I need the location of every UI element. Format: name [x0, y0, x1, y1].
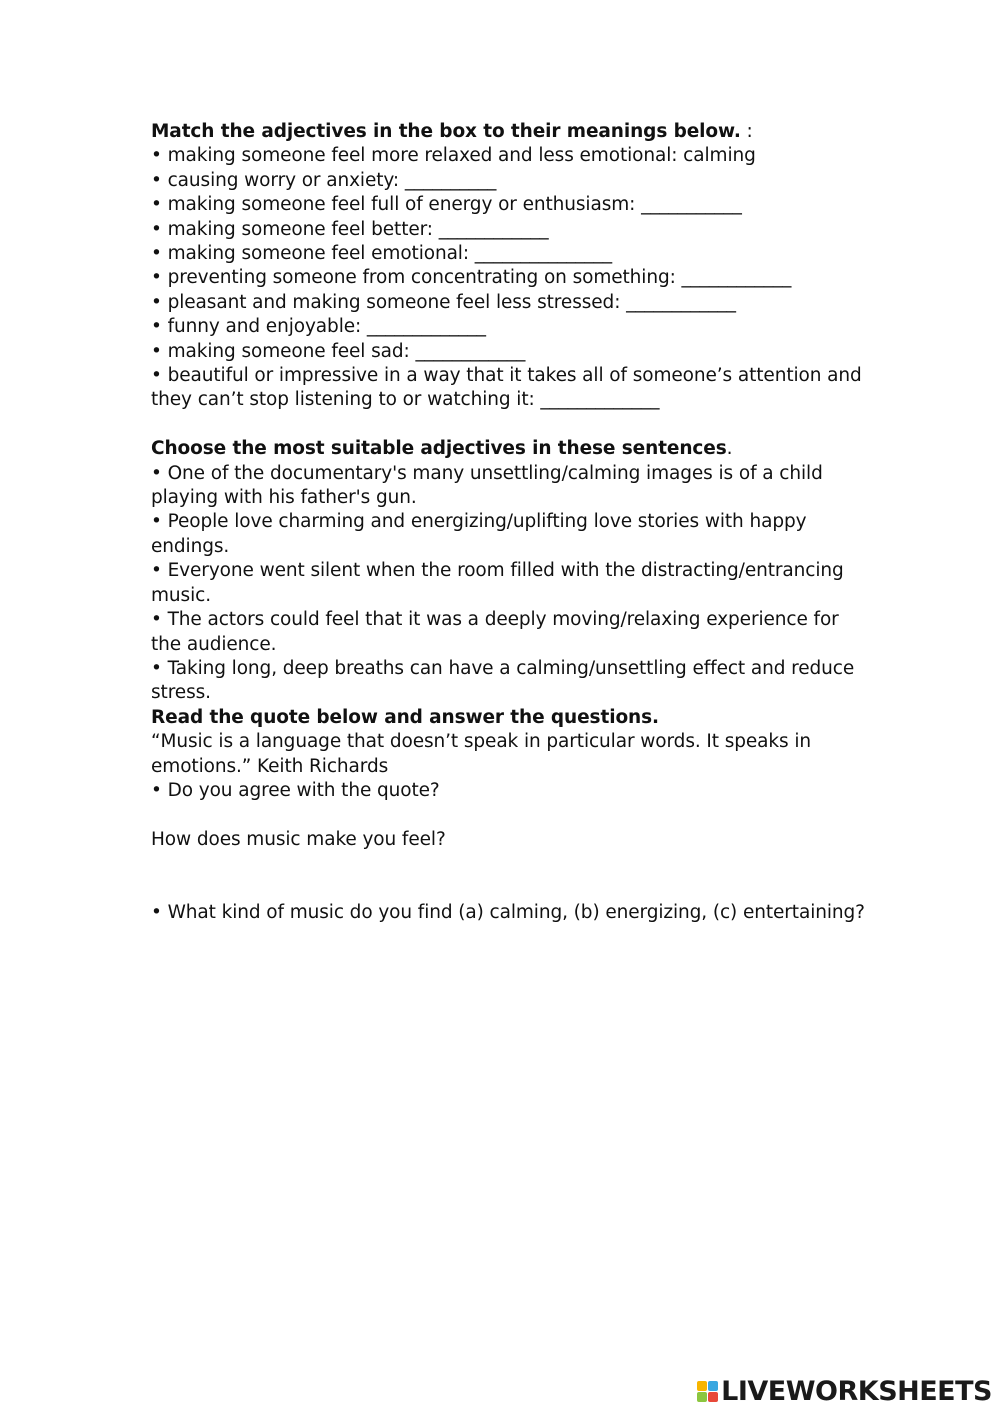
sentence-4-line2: the audience.	[151, 633, 277, 655]
worksheet	[151, 120, 871, 925]
meaning-item-8: • funny and enjoyable: _____________	[151, 316, 486, 338]
quote-line1: “Music is a language that doesn’t speak in particular words. It speaks in	[151, 731, 812, 753]
sentence-1-line1: • One of the documentary's many unsettling/calming images is of a child	[151, 462, 823, 484]
quote-line2: emotions.” Keith Richards	[151, 755, 389, 777]
question-3: • What kind of music do you find (a) calming, (b) energizing, (c) entertaining?	[151, 901, 865, 923]
section1-heading-line	[151, 120, 871, 144]
meaning-item-4: • making someone feel better: ____________	[151, 218, 549, 240]
sentence-3-line1: • Everyone went silent when the room filled with the distracting/entrancing	[151, 560, 844, 582]
question-2: How does music make you feel?	[151, 828, 446, 850]
section2-heading-suffix: .	[726, 438, 733, 460]
brand-name: LIVEWORKSHEETS	[721, 1376, 992, 1407]
section2-heading: Choose the most suitable adjectives in these sentences	[151, 438, 727, 460]
liveworksheets-logo	[697, 1376, 992, 1407]
meaning-item-7: • pleasant and making someone feel less stressed: ____________	[151, 291, 736, 313]
meaning-item-9: • making someone feel sad: ____________	[151, 340, 526, 362]
sentence-1-line2: playing with his father's gun.	[151, 487, 417, 509]
sentence-3-line2: music.	[151, 584, 211, 606]
meaning-item-3: • making someone feel full of energy or enthusiasm: ___________	[151, 194, 742, 216]
meaning-item-10-line1: • beautiful or impressive in a way that it takes all of someone’s attention and	[151, 365, 862, 387]
meaning-item-5: • making someone feel emotional: _______________	[151, 243, 613, 265]
sentence-2-line1: • People love charming and energizing/uplifting love stories with happy	[151, 511, 807, 533]
meaning-item-1: • making someone feel more relaxed and less emotional: calming	[151, 145, 756, 167]
liveworksheets-icon	[697, 1381, 718, 1402]
sentence-5-line2: stress.	[151, 682, 211, 704]
section1-heading-suffix: :	[740, 121, 753, 142]
meaning-item-2: • causing worry or anxiety: __________	[151, 169, 497, 191]
sentence-4-line1: • The actors could feel that it was a deeply moving/relaxing experience for	[151, 609, 839, 631]
sentence-2-line2: endings.	[151, 535, 230, 557]
meaning-item-10-line2: they can’t stop listening to or watching it: _____________	[151, 389, 660, 411]
spacer	[151, 852, 871, 901]
section3-heading: Read the quote below and answer the questions.	[151, 706, 659, 728]
question-1: • Do you agree with the quote?	[151, 779, 440, 801]
sentence-5-line1: • Taking long, deep breaths can have a calming/unsettling effect and reduce	[151, 657, 855, 679]
meaning-item-6: • preventing someone from concentrating on something: ____________	[151, 267, 792, 289]
section2-heading-line	[151, 437, 871, 461]
spacer	[151, 803, 871, 827]
section1-heading: Match the adjectives in the box to their meanings below.	[151, 121, 741, 142]
spacer	[151, 413, 871, 437]
